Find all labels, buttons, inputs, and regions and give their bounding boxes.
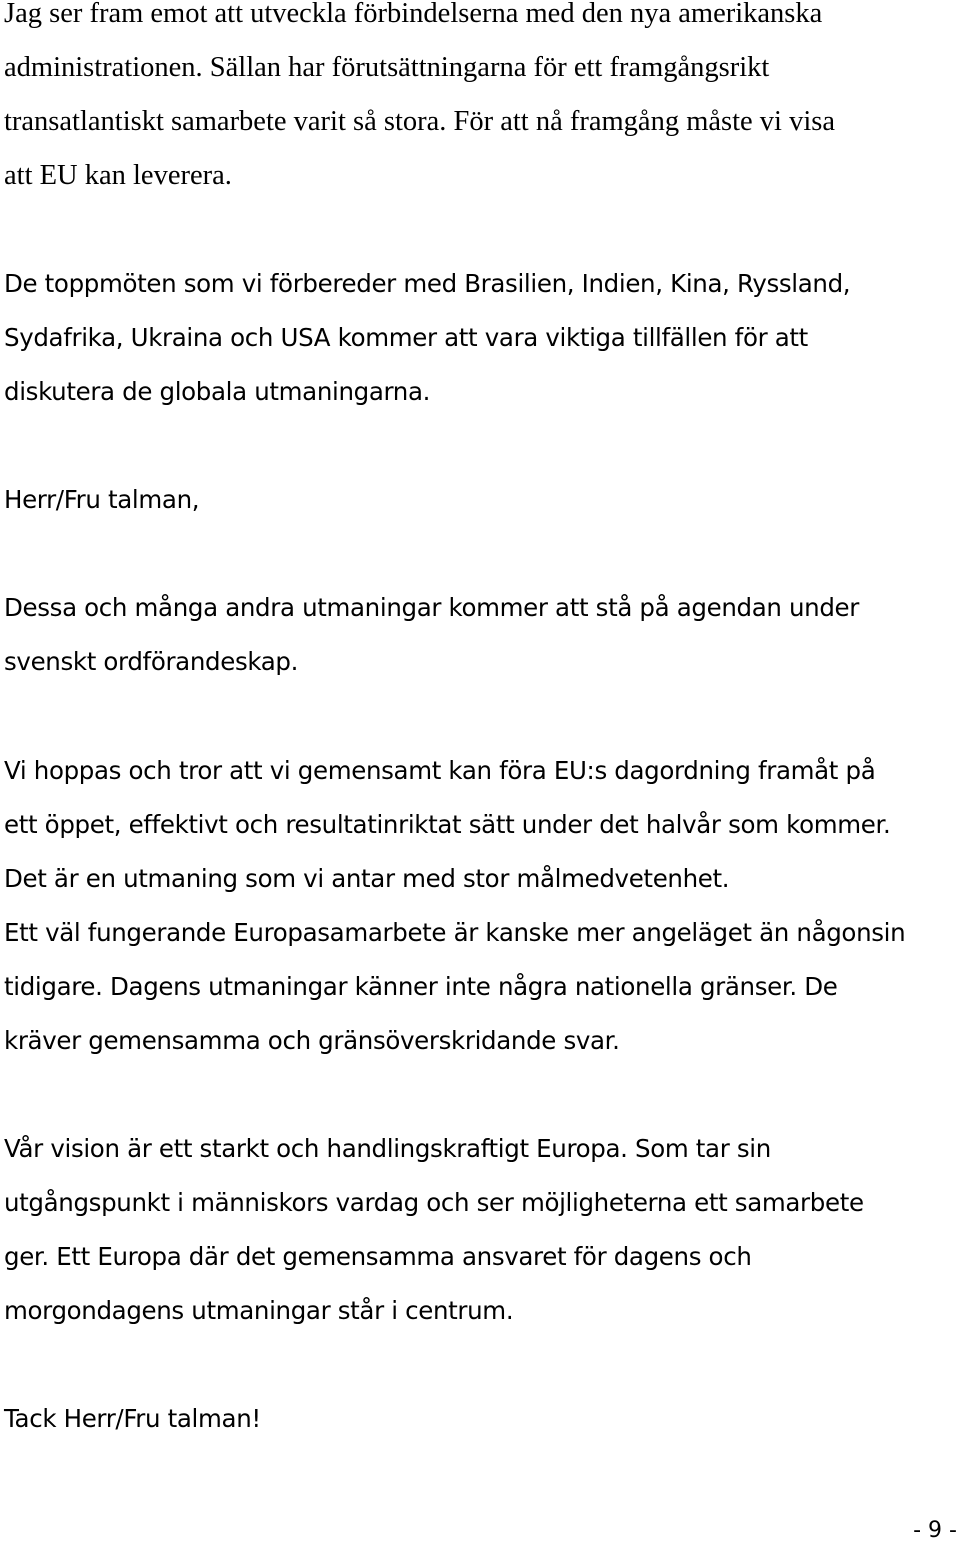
text-line: kräver gemensamma och gränsöverskridande svar. — [4, 1026, 620, 1055]
text-line: Vi hoppas och tror att vi gemensamt kan föra EU:s dagordning framåt på — [4, 756, 876, 785]
text-line: Det är en utmaning som vi antar med stor målmedvetenhet. — [4, 864, 730, 893]
text-line: Jag ser fram emot att utveckla förbindelserna med den nya amerikanska — [4, 0, 823, 29]
text-line: Vår vision är ett starkt och handlingskraftigt Europa. Som tar sin — [4, 1134, 771, 1163]
text-line: Ett väl fungerande Europasamarbete är kanske mer angeläget än någonsin — [4, 918, 906, 947]
text-line: att EU kan leverera. — [4, 160, 232, 191]
text-line: De toppmöten som vi förbereder med Brasilien, Indien, Kina, Ryssland, — [4, 269, 851, 298]
text-line: administrationen. Sällan har förutsättningarna för ett framgångsrikt — [4, 52, 770, 83]
text-line: svenskt ordförandeskap. — [4, 647, 299, 676]
text-line: ger. Ett Europa där det gemensamma ansvaret för dagens och — [4, 1242, 752, 1271]
text-line: transatlantiskt samarbete varit så stora. För att nå framgång måste vi visa — [4, 106, 835, 137]
text-line: diskutera de globala utmaningarna. — [4, 377, 431, 406]
page-number: - 9 - — [913, 1518, 957, 1543]
text-line: ett öppet, effektivt och resultatinriktat sätt under det halvår som kommer. — [4, 810, 891, 839]
text-line: Tack Herr/Fru talman! — [4, 1404, 261, 1433]
text-line: tidigare. Dagens utmaningar känner inte några nationella gränser. De — [4, 972, 838, 1001]
text-line: Sydafrika, Ukraina och USA kommer att vara viktiga tillfällen för att — [4, 323, 808, 352]
text-line: Herr/Fru talman, — [4, 485, 200, 514]
text-line: Dessa och många andra utmaningar kommer att stå på agendan under — [4, 593, 859, 622]
text-line: morgondagens utmaningar står i centrum. — [4, 1296, 514, 1325]
text-line: utgångspunkt i människors vardag och ser möjligheterna ett samarbete — [4, 1188, 864, 1217]
